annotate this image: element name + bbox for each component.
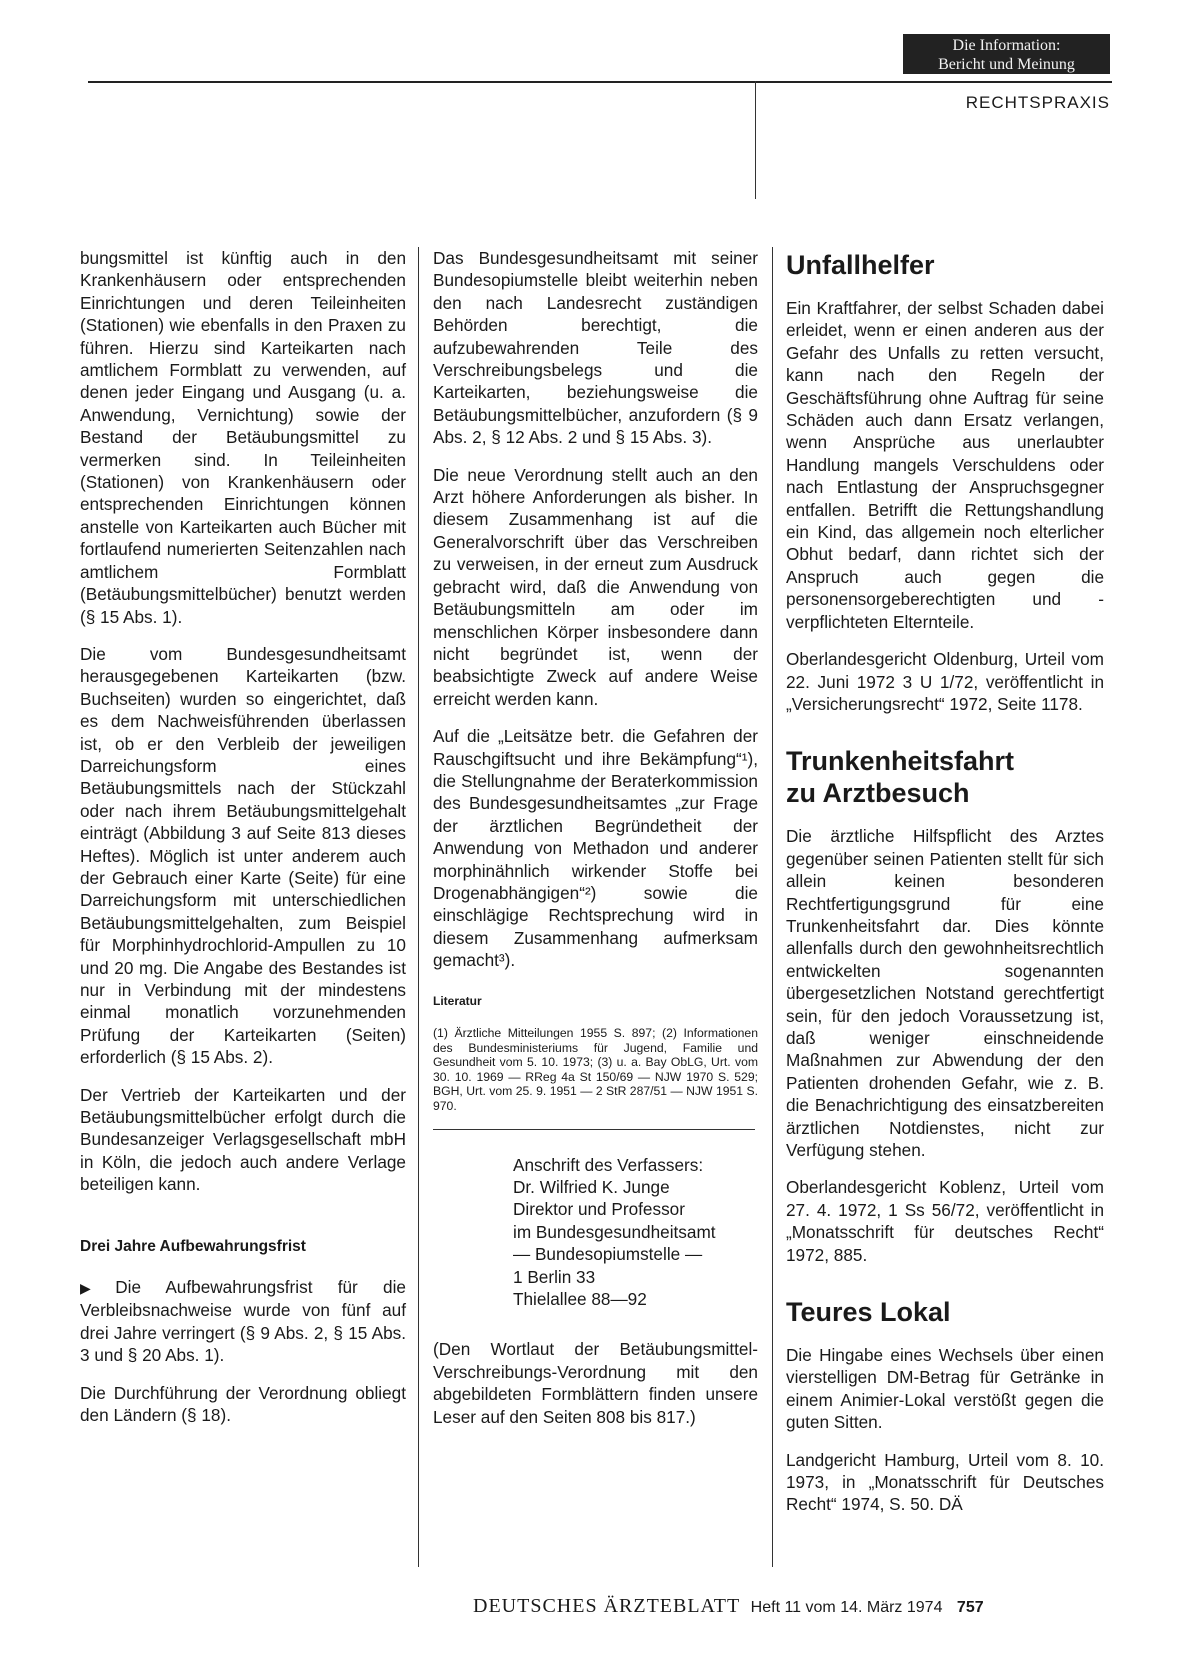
- col3-paragraph-1: Ein Kraftfahrer, der selbst Schaden dabei erleidet, wenn er einen anderen aus der Gefahr des Unfalls zu retten versucht, kann nach den Regeln der Geschäftsführung ohne Auftrag für seine Schäden auch dann Ersatz verlangen, wenn Ansprüche aus unerlaubter Handlung mangels Verschuldens oder nach Entlastung der Anspruchsgegner entfallen. Betrifft die Rettungshandlung ein Kind, das allgemein noch elterlicher Obhut bedarf, dann richtet sich der Anspruch auch gegen die personensorgeberechtigten und -verpflichteten Elternteile.: [786, 298, 1104, 632]
- col3-paragraph-2: Oberlandesgericht Oldenburg, Urteil vom 22. Juni 1972 3 U 1/72, veröffentlicht in „Versicherungsrecht“ 1972, Seite 1178.: [786, 649, 1104, 714]
- literature-text: (1) Ärztliche Mitteilungen 1955 S. 897; (2) Informationen des Bundesministeriums für Jugend, Familie und Gesundheit vom 5. 10. 1973; (3) u. a. Bay ObLG, Urt. vom 30. 10. 1969 — RReg 4a St 150/69 — NJW 1970 S. 529; BGH, Urt. vom 25. 9. 1951 — 2 StR 287/51 — NJW 1951 S. 970.: [433, 1026, 758, 1113]
- col2-paragraph-3: Auf die „Leitsätze betr. die Gefahren der Rauschgiftsucht und ihre Bekämpfung“¹), die Stellungnahme der Beraterkommission des Bundesgesundheitsamtes „zur Frage der ärztlichen Begründetheit der Anwendung von Methadon und anderer morphinähnlich wirkender Stoffe bei Drogenabhängigen“²) sowie die einschlägige Rechtsprechung wird in diesem Zusammenhang aufmerksam gemacht³).: [433, 726, 758, 971]
- heading-trunkenheitsfahrt-line-2: zu Arztbesuch: [786, 778, 970, 809]
- address-line: Thielallee 88—92: [513, 1289, 647, 1309]
- col2-paragraph-2: Die neue Verordnung stellt auch an den Arzt höhere Anforderungen als bisher. In diesem Zusammenhang ist auf die Generalvorschrift über das Verschreiben zu verweisen, in der erneut zum Ausdruck gebracht wird, daß die Anwendung von Betäubungsmitteln am oder im menschlichen Körper insbesondere dann nicht begründet ist, wenn der beabsichtigte Zweck auf andere Weise erreicht werden kann.: [433, 464, 758, 709]
- heading-trunkenheitsfahrt-line-1: Trunkenheitsfahrt: [786, 746, 1015, 777]
- col3-paragraph-3: Die ärztliche Hilfspflicht des Arztes gegenüber seinen Patienten stellt für sich allein keinen besonderen Rechtfertigungsgrund für eine Trunkenheitsfahrt dar. Dies könnte allenfalls durch den gewohnheitsrechtlich entwickelten sogenannten übergesetzlichen Notstand gerechtfertigt sein, für den jedoch Voraussetzung ist, daß weniger einschneidende Maßnahmen zur Abwendung der den Patienten drohenden Gefahr, wie z. B. die Benachrichtigung des einsatzbereiten ärztlichen Notdienstes, nicht zur Verfügung stehen.: [786, 826, 1104, 1160]
- rubric-line-1: Die Information:: [952, 37, 1061, 54]
- page-footer: [473, 1595, 984, 1618]
- address-line: — Bundesopiumstelle —: [513, 1244, 703, 1265]
- column-3: [786, 247, 1104, 1531]
- column-rule-1: [418, 247, 419, 1567]
- issue-info: Heft 11 vom 14. März 1974: [750, 1599, 943, 1616]
- heading-teures-lokal: Teures Lokal: [786, 1297, 951, 1328]
- page-number: 757: [956, 1599, 984, 1616]
- address-line: Anschrift des Verfassers:: [513, 1154, 704, 1175]
- author-address: [513, 1154, 758, 1311]
- col2-paragraph-4: (Den Wortlaut der Betäubungsmittel-Verschreibungs-Verordnung mit den abgebildeten Formblättern finden unsere Leser auf den Seiten 808 bis 817.): [433, 1339, 758, 1427]
- triangle-bullet-icon: ▶: [80, 1280, 112, 1297]
- col1-paragraph-5: Die Durchführung der Verordnung obliegt den Ländern (§ 18).: [80, 1382, 406, 1426]
- column-rule-2: [772, 247, 773, 1567]
- col1-paragraph-4: [80, 1276, 406, 1367]
- col3-paragraph-6: Landgericht Hamburg, Urteil vom 8. 10. 1973, in „Monatsschrift für Deutsches Recht“ 1974, S. 50. DÄ: [786, 1449, 1104, 1515]
- address-line: Direktor und Professor: [513, 1199, 685, 1220]
- heading-trunkenheitsfahrt: [786, 745, 1104, 809]
- literature-rule: [433, 1129, 755, 1130]
- col3-paragraph-4: Oberlandesgericht Koblenz, Urteil vom 27. 4. 1972, 1 Ss 56/72, veröffentlicht in „Monatsschrift für deutsches Recht“ 1972, 885.: [786, 1177, 1104, 1265]
- address-line: 1 Berlin 33: [513, 1266, 596, 1287]
- column-2: [433, 247, 758, 1443]
- col3-paragraph-5: Die Hingabe eines Wechsels über einen vierstelligen DM-Betrag für Getränke in einem Animier-Lokal verstößt gegen die guten Sitten.: [786, 1345, 1104, 1433]
- col1-paragraph-1: bungsmittel ist künftig auch in den Krankenhäusern oder entsprechenden Einrichtungen und deren Teileinheiten (Stationen) wie ebenfalls in den Praxen zu führen. Hierzu sind Karteikarten nach amtlichem Formblatt zu verwenden, auf denen jeder Eingang und Ausgang (u. a. Anwendung, Vernichtung) sowie der Bestand der Betäubungsmittel zu vermerken sind. In Teileinheiten (Stationen) von Krankenhäusern oder entsprechenden Einrichtungen können anstelle von Karteikarten auch Bücher mit fortlaufend numerierten Seitenzahlen nach amtlichem Formblatt (Betäubungsmittelbücher) benutzt werden (§ 15 Abs. 1).: [80, 248, 406, 627]
- address-line: im Bundesgesundheitsamt: [513, 1221, 716, 1242]
- col1-paragraph-3: Der Vertrieb der Karteikarten und der Betäubungsmittelbücher erfolgt durch die Bundesanzeiger Verlagsgesellschaft mbH in Köln, die jedoch auch andere Verlage beteiligen kann.: [80, 1084, 406, 1195]
- heading-unfallhelfer: Unfallhelfer: [786, 250, 935, 280]
- literature-heading: Literatur: [433, 993, 482, 1008]
- rubric-line-2: Bericht und Meinung: [938, 56, 1075, 73]
- section-label: RECHTSPRAXIS: [965, 93, 1110, 112]
- header-vertical-rule: [755, 81, 756, 199]
- col1-paragraph-2: Die vom Bundesgesundheitsamt herausgegebenen Karteikarten (bzw. Buchseiten) wurden so eingerichtet, daß es dem Nachweisführenden überlassen ist, ob er den Verbleib der jeweiligen Darreichungsform eines Betäubungsmittels nach der Stückzahl oder nach ihrem Betäubungsmittelgehalt einträgt (Abbildung 3 auf Seite 813 dieses Heftes). Möglich ist unter anderem auch der Gebrauch einer Karte (Seite) für eine Darreichungsform mit unterschiedlichen Betäubungsmittelgehalten, zum Beispiel für Morphinhydrochlorid-Ampullen zu 10 und 20 mg. Die Angabe des Bestandes ist nur in Verbindung mit der mindestens einmal monatlich vorzunehmenden Prüfung der Karteikarten (Seiten) erforderlich (§ 15 Abs. 2).: [80, 643, 406, 1068]
- masthead: DEUTSCHES ÄRZTEBLATT: [473, 1595, 741, 1617]
- address-line: Dr. Wilfried K. Junge: [513, 1176, 670, 1197]
- col1-paragraph-4-text: Die Aufbewahrungsfrist für die Verbleibsnachweise wurde von fünf auf drei Jahre verringert (§ 9 Abs. 2, § 15 Abs. 3 und § 20 Abs. 1).: [80, 1277, 406, 1366]
- rubric-badge: [903, 34, 1110, 74]
- column-1: [80, 247, 406, 1442]
- header-rule: [88, 81, 1112, 83]
- subheading: Drei Jahre Aufbewahrungsfrist: [80, 1237, 306, 1255]
- col2-paragraph-1: Das Bundesgesundheitsamt mit seiner Bundesopiumstelle bleibt weiterhin neben den nach Landesrecht zuständigen Behörden berechtigt, die aufzubewahrenden Teile des Verschreibungsbelegs und die Karteikarten, beziehungsweise die Betäubungsmittelbücher, anzufordern (§ 9 Abs. 2, § 12 Abs. 2 und § 15 Abs. 3).: [433, 248, 758, 448]
